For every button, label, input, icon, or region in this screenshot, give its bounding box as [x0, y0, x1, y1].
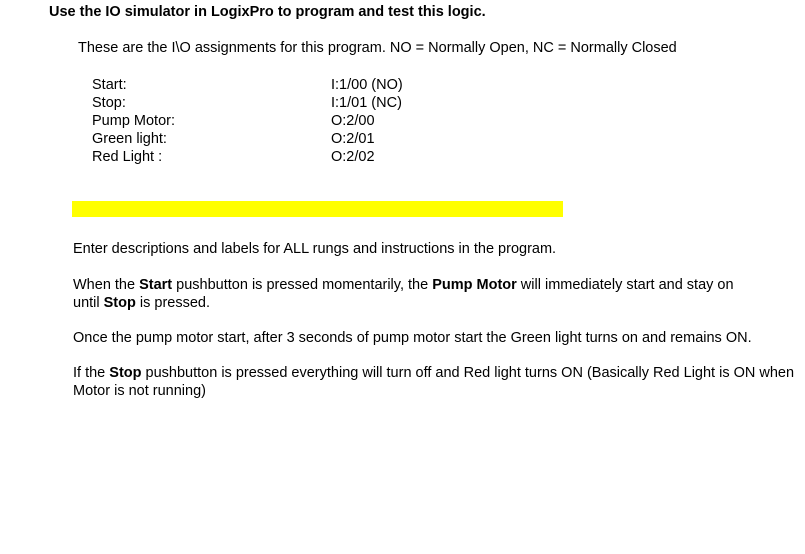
- io-label: Red Light :: [92, 149, 163, 165]
- text-run: pushbutton is pressed momentarily, the: [172, 277, 433, 293]
- io-address: O:2/00: [331, 113, 375, 129]
- bold-term-pump-motor: Pump Motor: [432, 277, 517, 293]
- instruction-paragraph-descriptions: Enter descriptions and labels for ALL rungs and instructions in the program.: [73, 241, 557, 257]
- io-address: I:1/01 (NC): [331, 95, 402, 111]
- text-run: is pressed.: [135, 295, 211, 311]
- io-intro-text: These are the I\O assignments for this program. NO = Normally Open, NC = Normally Closed: [78, 40, 677, 56]
- io-label: Start:: [92, 77, 127, 93]
- bold-term-stop: Stop: [103, 295, 136, 311]
- io-label: Stop:: [92, 95, 126, 111]
- bold-term-start: Start: [139, 277, 173, 293]
- text-run: Motor is not running): [73, 383, 206, 399]
- io-label: Green light:: [92, 131, 167, 147]
- yellow-highlight-bar: [72, 201, 563, 217]
- text-run: pushbutton is pressed everything will turn off and Red light turns ON (Basically Red Light is ON when: [141, 365, 795, 381]
- instruction-paragraph-start-logic: [73, 276, 805, 312]
- instruction-paragraph-green-light: Once the pump motor start, after 3 seconds of pump motor start the Green light turns on and remains ON.: [73, 330, 752, 346]
- text-run: If the: [73, 365, 110, 381]
- io-address: O:2/02: [331, 149, 375, 165]
- io-address: I:1/00 (NO): [331, 77, 403, 93]
- bold-term-stop: Stop: [109, 365, 142, 381]
- io-address: O:2/01: [331, 131, 375, 147]
- instruction-paragraph-stop-logic: [73, 364, 805, 400]
- text-run: When the: [73, 277, 140, 293]
- text-run: until: [73, 295, 104, 311]
- text-run: will immediately start and stay on: [516, 277, 734, 293]
- io-label: Pump Motor:: [92, 113, 175, 129]
- document-title: Use the IO simulator in LogixPro to program and test this logic.: [49, 4, 486, 20]
